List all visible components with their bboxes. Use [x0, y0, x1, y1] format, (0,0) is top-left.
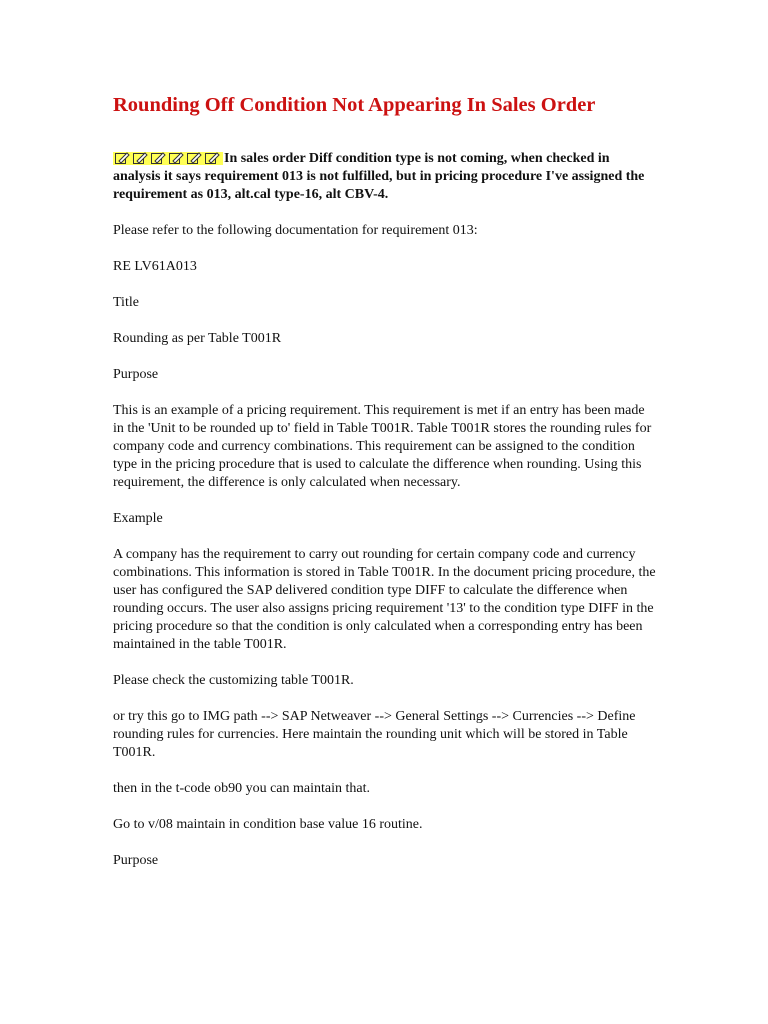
- paragraph-title-value: Rounding as per Table T001R: [113, 331, 282, 346]
- paragraph-example-body: A company has the requirement to carry out rounding for certain company code and currency combinations. This information is stored in Table T001R. In the document pricing procedure, the user has configured the SAP delivered condition type DIFF to calculate the difference when rounding occurs. The user also assigns pricing requirement '13' to the condition type DIFF in the pricing procedure so that the condition is only calculated when a corresponding entry has been maintained in the table T001R.: [113, 547, 656, 652]
- paragraph-refer: Please refer to the following documentation for requirement 013:: [113, 223, 478, 238]
- paragraph-purpose-heading-2: Purpose: [113, 853, 159, 868]
- paragraph-check-table: Please check the customizing table T001R.: [113, 673, 354, 688]
- pencil-edit-icon: [186, 152, 203, 165]
- pencil-edit-icon: [168, 152, 185, 165]
- paragraph-tcode: then in the t-code ob90 you can maintain that.: [113, 781, 370, 796]
- intro-text: In sales order Diff condition type is not coming, when checked in analysis it says requirement 013 is not fulfilled, but in pricing procedure I've assigned the requirement as 013, alt.cal type-16, alt CBV-4.: [113, 151, 645, 202]
- pencil-edit-icon: [114, 152, 131, 165]
- paragraph-title-heading: Title: [113, 295, 139, 310]
- paragraph-purpose-body: This is an example of a pricing requirement. This requirement is met if an entry has been made in the 'Unit to be rounded up to' field in Table T001R. Table T001R stores the rounding rules for company code and currency combinations. This requirement can be assigned to the condition type in the pricing procedure that is used to calculate the difference when rounding. Using this requirement, the difference is only calculated when necessary.: [113, 403, 652, 490]
- paragraph-img-path: or try this go to IMG path --> SAP Netweaver --> General Settings --> Currencies --> Define rounding rules for currencies. Here maintain the rounding unit which will be stored in Table T001R.: [113, 709, 636, 760]
- paragraph-example-heading: Example: [113, 511, 163, 526]
- paragraph-v08: Go to v/08 maintain in condition base value 16 routine.: [113, 817, 423, 832]
- pencil-edit-icon: [204, 152, 221, 165]
- intro-icons: [113, 152, 223, 165]
- document-page: [113, 92, 658, 870]
- intro-paragraph: [113, 150, 653, 204]
- pencil-edit-icon: [132, 152, 149, 165]
- paragraph-purpose-heading: Purpose: [113, 367, 159, 382]
- paragraph-requirement-code: RE LV61A013: [113, 259, 197, 274]
- page-title: Rounding Off Condition Not Appearing In Sales Order: [113, 94, 596, 116]
- pencil-edit-icon: [150, 152, 167, 165]
